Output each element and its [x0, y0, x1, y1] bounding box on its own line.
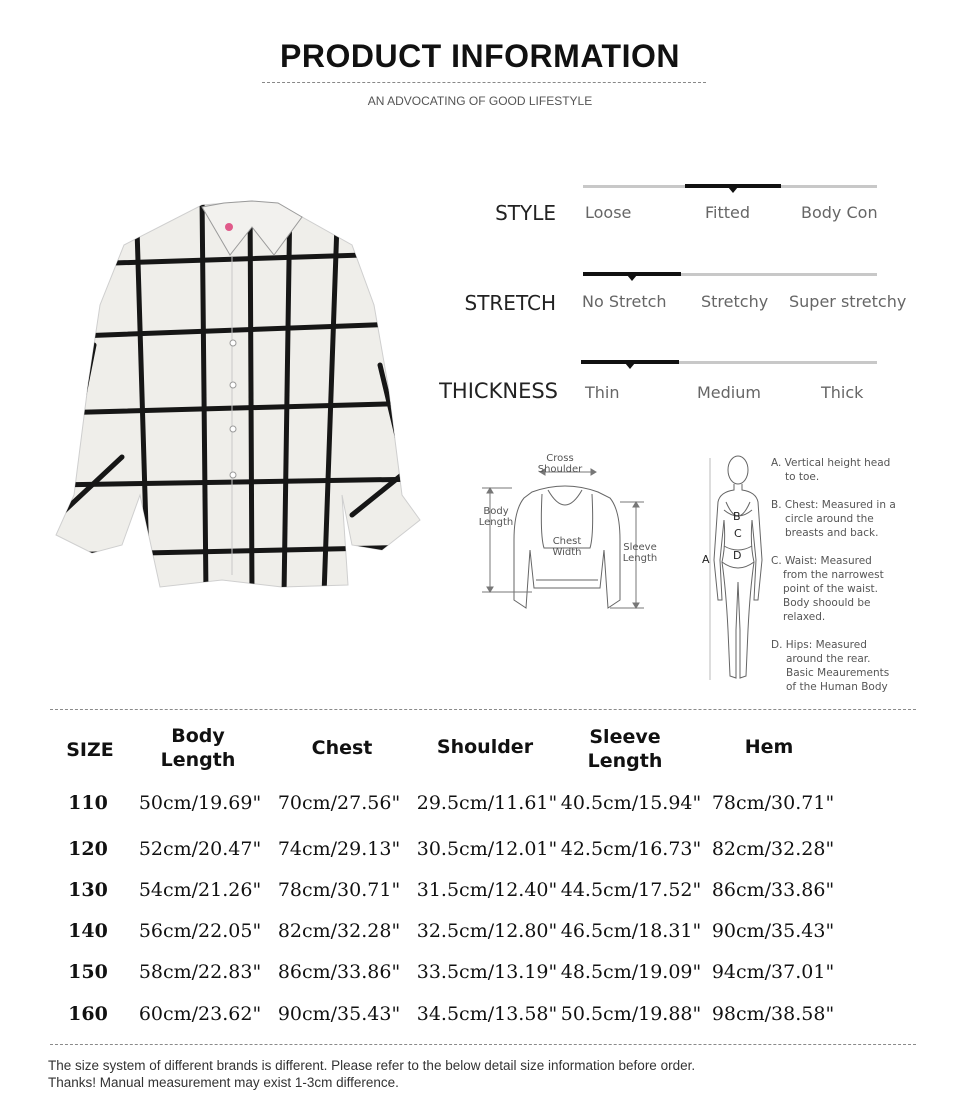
cell-sleeve-length: 44.5cm/17.52" [560, 879, 702, 901]
cell-body-length: 58cm/22.83" [138, 961, 262, 983]
cell-size: 110 [68, 792, 108, 814]
body-letter-b: B [733, 510, 741, 523]
stretch-label: STRETCH [464, 291, 556, 315]
cell-hem: 90cm/35.43" [711, 920, 835, 942]
cell-shoulder: 31.5cm/12.40" [416, 879, 558, 901]
stretch-option-super-stretchy: Super stretchy [789, 292, 907, 311]
product-shirt-image [52, 195, 424, 595]
header-shoulder: Shoulder [436, 736, 534, 758]
note-chest: B. Chest: Measured in a circle around the breasts and back. [771, 499, 896, 539]
cell-body-length: 52cm/20.47" [138, 838, 262, 860]
cell-hem: 78cm/30.71" [711, 792, 835, 814]
cell-chest: 78cm/30.71" [277, 879, 401, 901]
style-label: STYLE [495, 201, 556, 225]
cell-shoulder: 33.5cm/13.19" [416, 961, 558, 983]
cell-chest: 90cm/35.43" [277, 1003, 401, 1025]
header-hem: Hem [744, 736, 794, 758]
page-title: PRODUCT INFORMATION [280, 38, 680, 74]
stretch-option-no-stretch: No Stretch [582, 292, 667, 311]
cell-body-length: 50cm/19.69" [138, 792, 262, 814]
body-measurement-diagram [706, 450, 772, 686]
page-subtitle: AN ADVOCATING OF GOOD LIFESTYLE [367, 94, 593, 108]
style-pointer-icon [728, 187, 738, 193]
cell-shoulder: 34.5cm/13.58" [416, 1003, 558, 1025]
thickness-option-medium: Medium [697, 383, 761, 402]
cell-hem: 86cm/33.86" [711, 879, 835, 901]
cell-size: 120 [68, 838, 108, 860]
cell-chest: 70cm/27.56" [277, 792, 401, 814]
cell-hem: 94cm/37.01" [711, 961, 835, 983]
table-top-divider [50, 709, 916, 710]
cell-size: 140 [68, 920, 108, 942]
cell-body-length: 60cm/23.62" [138, 1003, 262, 1025]
size-note-line-2: Thanks! Manual measurement may exist 1-3cm difference. [48, 1075, 399, 1090]
cell-hem: 98cm/38.58" [711, 1003, 835, 1025]
shirt-measurement-diagram [470, 450, 670, 620]
body-letter-a: A [702, 553, 710, 566]
cell-sleeve-length: 48.5cm/19.09" [560, 961, 702, 983]
thickness-scale [581, 361, 877, 364]
style-scale [583, 185, 877, 188]
style-option-loose: Loose [585, 203, 632, 222]
header-sleeve-length: Sleeve Length [587, 726, 663, 772]
cell-sleeve-length: 50.5cm/19.88" [560, 1003, 702, 1025]
header-size: SIZE [66, 739, 114, 761]
cell-shoulder: 32.5cm/12.80" [416, 920, 558, 942]
style-option-body-con: Body Con [801, 203, 878, 222]
sleeve-length-label: Sleeve Length [622, 542, 658, 564]
cell-body-length: 56cm/22.05" [138, 920, 262, 942]
chest-width-label: Chest Width [552, 536, 582, 558]
note-hips: D. Hips: Measured around the rear. Basic Meaurements of the Human Body [771, 639, 890, 693]
thickness-option-thin: Thin [585, 383, 620, 402]
cell-sleeve-length: 46.5cm/18.31" [560, 920, 702, 942]
cell-chest: 82cm/32.28" [277, 920, 401, 942]
cross-shoulder-label: Cross Shoulder [537, 453, 583, 475]
cell-sleeve-length: 40.5cm/15.94" [560, 792, 702, 814]
body-letter-c: C [734, 527, 742, 540]
cell-chest: 86cm/33.86" [277, 961, 401, 983]
size-note-line-1: The size system of different brands is different. Please refer to the below detail size information before order. [48, 1058, 696, 1073]
table-bottom-divider [50, 1044, 916, 1045]
body-letter-d: D [733, 549, 742, 562]
note-height: A. Vertical height head to toe. [771, 457, 891, 483]
body-length-label: Body Length [478, 506, 514, 528]
cell-hem: 82cm/32.28" [711, 838, 835, 860]
thickness-pointer-icon [625, 363, 635, 369]
cell-shoulder: 30.5cm/12.01" [416, 838, 558, 860]
cell-body-length: 54cm/21.26" [138, 879, 262, 901]
title-divider [262, 82, 706, 83]
header-body-length: Body Length [160, 725, 236, 771]
thickness-label: THICKNESS [439, 379, 558, 403]
stretch-option-stretchy: Stretchy [701, 292, 769, 311]
stretch-pointer-icon [627, 275, 637, 281]
note-waist: C. Waist: Measured from the narrowest point of the waist. Body shoould be relaxed. [771, 555, 884, 623]
header-chest: Chest [311, 737, 373, 759]
cell-size: 160 [68, 1003, 108, 1025]
cell-size: 150 [68, 961, 108, 983]
style-option-fitted: Fitted [705, 203, 751, 222]
stretch-scale [583, 273, 877, 276]
cell-sleeve-length: 42.5cm/16.73" [560, 838, 702, 860]
cell-size: 130 [68, 879, 108, 901]
cell-shoulder: 29.5cm/11.61" [416, 792, 558, 814]
cell-chest: 74cm/29.13" [277, 838, 401, 860]
thickness-option-thick: Thick [821, 383, 864, 402]
